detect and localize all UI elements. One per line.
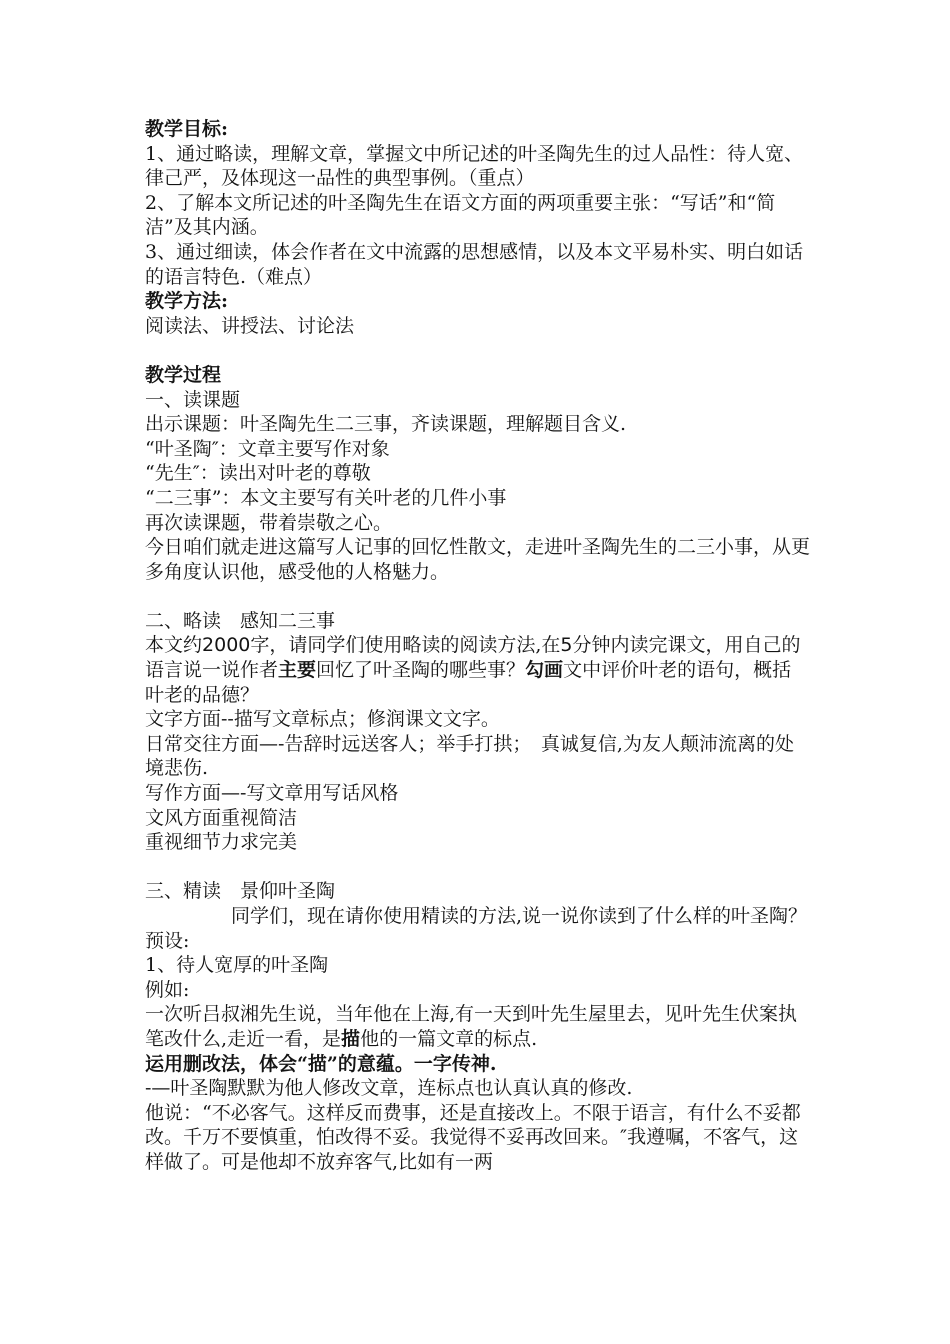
part3-line: -—叶圣陶默默为他人修改文章，连标点也认真认真的修改. bbox=[145, 1077, 633, 1100]
part1-line: 今日咱们就走进这篇写人记事的回忆性散文，走进叶圣陶先生的二三小事，从更多角度认识他，感受他的人格魅力。 bbox=[145, 536, 811, 583]
objective-item-2: 2、了解本文所记述的叶圣陶先生在语文方面的两项重要主张：“写话”和“简洁”及其内涵。 bbox=[145, 191, 776, 239]
objectives-heading: 教学目标: bbox=[145, 118, 229, 140]
quote-text: 他的一篇文章的标点. bbox=[360, 1027, 538, 1050]
part3-example-label: 例如: bbox=[145, 978, 190, 1001]
objective-item-3: 3、通过细读，体会作者在文中流露的思想感情，以及本文平易朴实、明白如话的语言特色.（难点） bbox=[145, 240, 804, 288]
part1-line: “先生″：读出对叶老的尊敬 bbox=[145, 462, 371, 485]
part1-line: “二三事”：本文主要写有关叶老的几件小事 bbox=[145, 486, 507, 509]
methods-heading: 教学方法: bbox=[145, 290, 229, 313]
part2-line: 重视细节力求完美 bbox=[145, 831, 298, 854]
part3-method: 运用删改法，体会“描”的意蕴。一字传神. bbox=[145, 1052, 497, 1075]
intro-text: 分钟内读完课文，用自己的语言说一说作者 bbox=[145, 634, 801, 682]
intro-text: 回忆了叶圣陶的哪些事？ bbox=[316, 659, 526, 682]
intro-emphasis: 主要 bbox=[278, 659, 317, 682]
part1-line: 出示课题：叶圣陶先生二三事，齐读课题，理解题目含义. bbox=[145, 413, 627, 436]
part2-line: 文风方面重视简洁 bbox=[145, 806, 298, 829]
intro-text: 文中评价叶老的语句，概括叶老的品德？ bbox=[145, 659, 792, 706]
part3-prompt: 同学们，现在请你使用精读的方法,说一说你读到了什么样的叶圣陶？ bbox=[231, 905, 808, 927]
part2-intro bbox=[145, 633, 810, 707]
part1-line: 再次读课题，带着崇敬之心。 bbox=[145, 511, 393, 534]
intro-text: 本文约 bbox=[145, 634, 203, 657]
part2-line: 文字方面--描写文章标点；修润课文文字。 bbox=[145, 708, 500, 731]
part3-quote bbox=[145, 1002, 810, 1051]
intro-number: 2000 bbox=[202, 634, 251, 657]
part3-said: 他说：“不必客气。这样反而费事，还是直接改上。不限于语言，有什么不妥都改。千万不要慎重，怕改得不妥。我觉得不妥再改回来。″我遵嘱，不客气，这样做了。可是他却不放弃客气,比如有一两 bbox=[145, 1101, 801, 1173]
document-body bbox=[145, 117, 810, 1175]
part1-line: “叶圣陶″：文章主要写作对象 bbox=[145, 437, 390, 460]
quote-emphasis: 描 bbox=[341, 1027, 361, 1050]
objective-item-1: 1、通过略读，理解文章，掌握文中所记述的叶圣陶先生的过人品性：待人宽、律己严，及体现这一品性的典型事例。（重点） bbox=[145, 142, 804, 190]
part2-line: 写作方面—-写文章用写话风格 bbox=[145, 782, 399, 805]
intro-text: 字，请同学们使用略读的阅读方法,在 bbox=[250, 634, 561, 657]
part3-title: 三、精读 景仰叶圣陶 bbox=[145, 880, 336, 903]
part2-line: 日常交往方面—-告辞时远送客人；举手打拱； 真诚复信,为友人颠沛流离的处境悲伤. bbox=[145, 732, 794, 780]
part1-title: 一、读课题 bbox=[145, 388, 241, 411]
process-heading: 教学过程 bbox=[145, 363, 222, 386]
part3-subheading: 1、待人宽厚的叶圣陶 bbox=[145, 954, 329, 977]
intro-number: 5 bbox=[560, 634, 573, 657]
intro-emphasis: 勾画 bbox=[525, 659, 564, 682]
spacer bbox=[145, 338, 810, 363]
part2-title: 二、略读 感知二三事 bbox=[145, 609, 336, 632]
part3-preset: 预设: bbox=[145, 929, 190, 952]
spacer bbox=[145, 855, 810, 880]
methods-text: 阅读法、讲授法、讨论法 bbox=[145, 314, 355, 337]
spacer bbox=[145, 584, 810, 609]
quote-text: 一次听吕叔湘先生说，当年他在上海,有一天到叶先生屋里去，见叶先生伏案执笔改什么,走近一看，是 bbox=[145, 1003, 798, 1050]
